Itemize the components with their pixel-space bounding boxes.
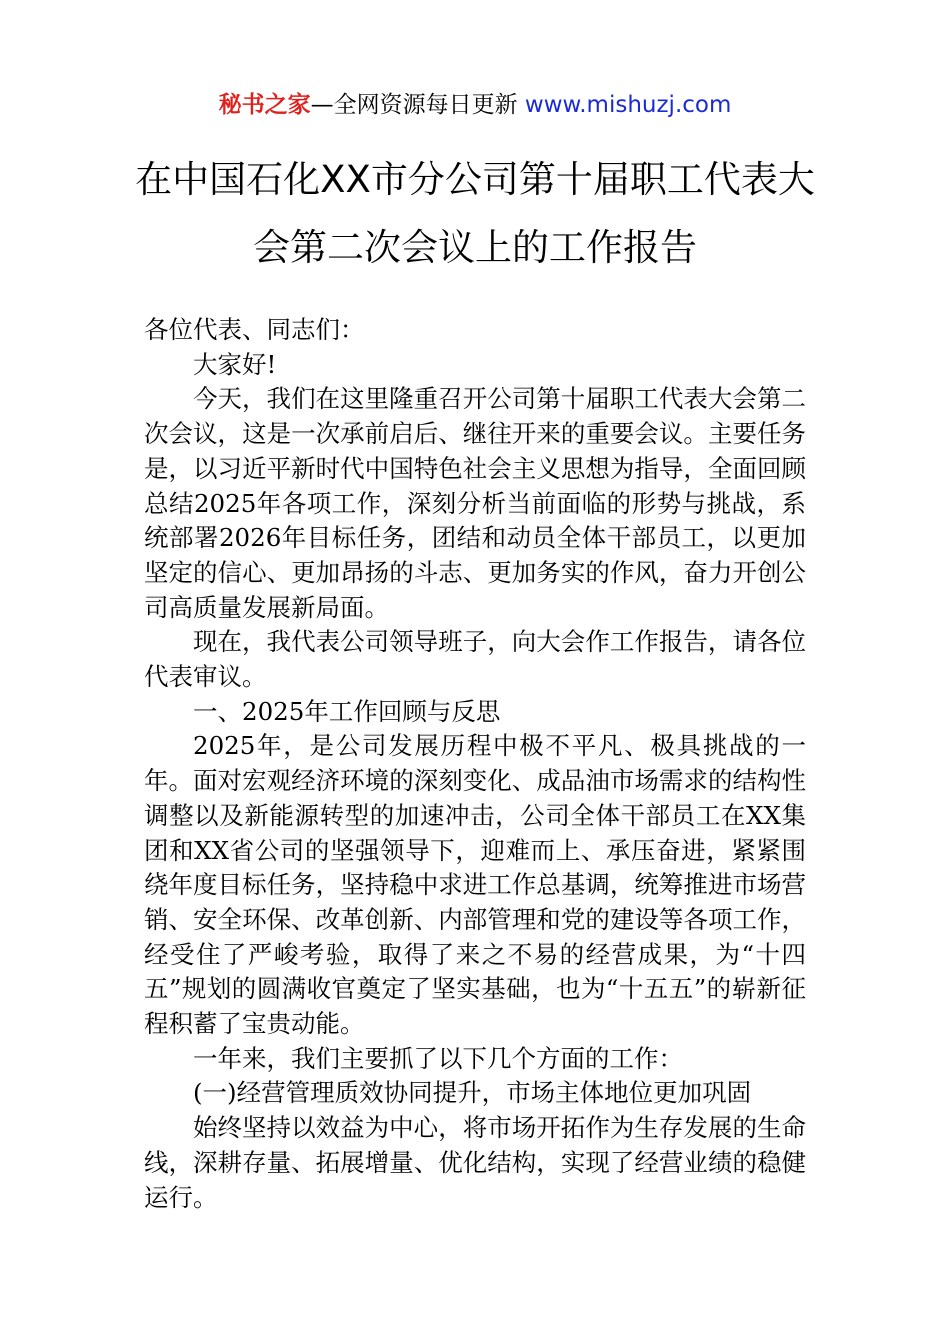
section-heading-1: 一、2025年工作回顾与反思	[193, 696, 501, 726]
subsection-heading-1: (一)经营管理质效协同提升，市场主体地位更加巩固	[193, 1078, 752, 1108]
document-body	[144, 313, 806, 1215]
title-line-2: 会第二次会议上的工作报告	[253, 226, 697, 269]
title-line-1: 在中国石化XX市分公司第十届职工代表大	[135, 158, 815, 201]
brand-name: 秘书之家	[218, 92, 311, 118]
site-header	[0, 88, 950, 122]
header-tagline: —全网资源每日更新	[310, 92, 525, 118]
paragraph-work-lead: 一年来，我们主要抓了以下几个方面的工作：	[193, 1043, 683, 1073]
paragraph-review: 2025年，是公司发展历程中极不平凡、极具挑战的一年。面对宏观经济环境的深刻变化、成品油市场需求的结构性调整以及新能源转型的加速冲击，公司全体干部员工在XX集团和XX省公司的坚强领导下，迎难而上、承压奋进，紧紧围绕年度目标任务，坚持稳中求进工作总基调，统筹推进市场营销、安全环保、改革创新、内部管理和党的建设等各项工作，经受住了严峻考验，取得了来之不易的经营成果，为“十四五”规划的圆满收官奠定了坚实基础，也为“十五五”的崭新征程积蓄了宝贵动能。	[144, 731, 806, 1039]
document-title	[120, 146, 830, 282]
paragraph-operations: 始终坚持以效益为中心，将市场开拓作为生存发展的生命线，深耕存量、拓展增量、优化结构，实现了经营业绩的稳健运行。	[144, 1113, 806, 1212]
greeting: 大家好!	[193, 349, 277, 379]
salutation: 各位代表、同志们：	[144, 315, 365, 344]
paragraph-intro: 今天，我们在这里隆重召开公司第十届职工代表大会第二次会议，这是一次承前启后、继往开来的重要会议。主要任务是，以习近平新时代中国特色社会主义思想为指导，全面回顾总结2025年各项工作，深刻分析当前面临的形势与挑战，系统部署2026年目标任务，团结和动员全体干部员工，以更加坚定的信心、更加昂扬的斗志、更加务实的作风，奋力开创公司高质量发展新局面。	[144, 384, 806, 622]
site-url-link[interactable]: www.mishuzj.com	[524, 92, 732, 118]
paragraph-report-note: 现在，我代表公司领导班子，向大会作工作报告，请各位代表审议。	[144, 627, 806, 692]
